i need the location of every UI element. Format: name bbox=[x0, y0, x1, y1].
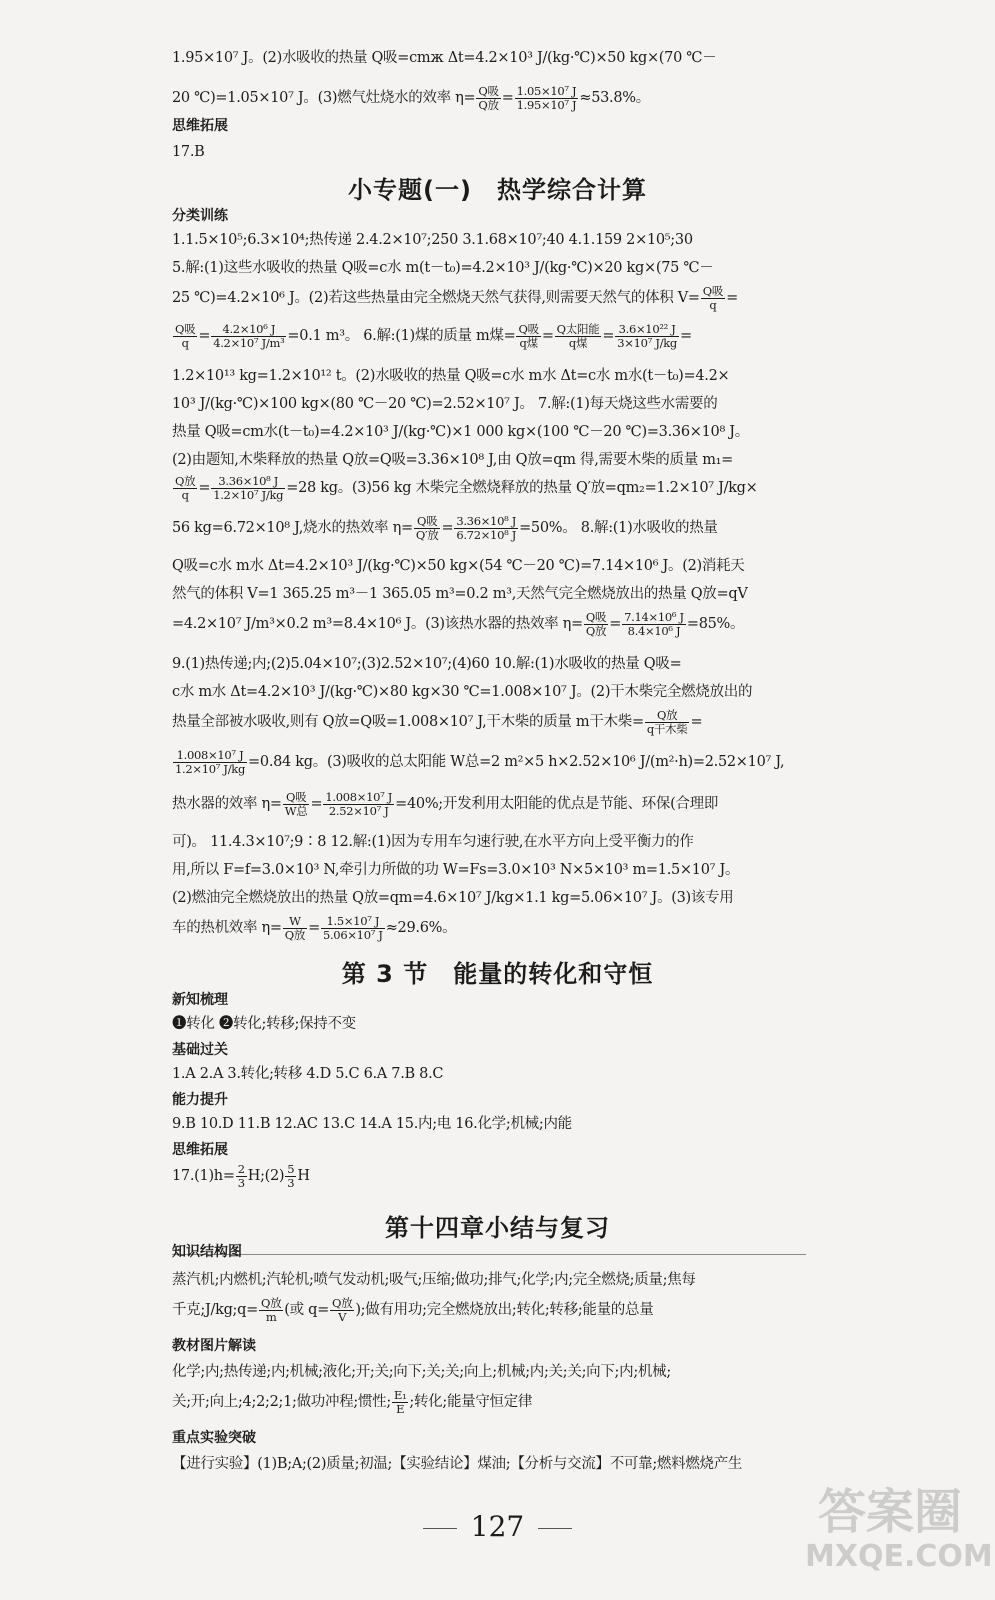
section-heading: 教材图片解读 bbox=[172, 1338, 256, 1354]
fraction: $\frac{\text{Q太阳能}}{\text{q煤}}$ bbox=[556, 322, 600, 350]
text-line: 10³ J/(kg·℃)×100 kg×(80 ℃－20 ℃)=2.52×10⁷ J。 7.解:(1)每天烧这些水需要的 bbox=[172, 396, 718, 412]
fraction: $\frac{\text{3.36×10⁸ J}}{\text{6.72×10⁸ J}}$ bbox=[456, 514, 517, 542]
fraction: $\frac{\text{Q吸}}{\text{Q′放}}$ bbox=[415, 514, 439, 542]
text-line: 9.(1)热传递;内;(2)5.04×10⁷;(3)2.52×10⁷;(4)60 10.解:(1)水吸收的热量 Q吸= bbox=[172, 656, 682, 672]
fraction: $\frac{\text{3.36×10⁸ J}}{\text{1.2×10⁷ J/kg}}$ bbox=[213, 474, 284, 502]
text-line: 【进行实验】(1)B;A;(2)质量;初温;【实验结论】煤油;【分析与交流】不可靠;燃料燃烧产生 bbox=[172, 1456, 743, 1472]
text-line: 蒸汽机;内燃机;汽轮机;喷气发动机;吸气;压缩;做功;排气;化学;内;完全燃烧;质量;焦每 bbox=[172, 1272, 696, 1288]
text-line: 可)。 11.4.3×10⁷;9∶8 12.解:(1)因为专用车匀速行驶,在水平方向上受平衡力的作 bbox=[172, 834, 694, 850]
text-line: $\frac{\text{Q吸}}{q}$ = $\frac{\text{4.2×10⁶ J}}{\text{4.2×10⁷ J/m³}}$ =0.1 m³。 6.解:(1)煤的质量 m煤= $\frac{\text{Q吸}}{\text{q煤}}$ = $\frac{\text{Q太阳能}}{\text{q煤}}$ = $\frac{\text{3.6×10²² J}}{\text{3×10⁷ J/kg}}$ = bbox=[175, 322, 692, 350]
watermark-logo: 答案圈 MXQE.COM bbox=[805, 1484, 993, 1574]
fraction: $\frac{W}{\text{Q放}}$ bbox=[284, 914, 306, 942]
fraction: $\frac{\text{Q吸}}{\text{Q放}}$ bbox=[478, 84, 499, 112]
fraction: $\frac{\text{Q吸}}{q}$ bbox=[175, 322, 196, 350]
text-line: 然气的体积 V=1 365.25 m³－1 365.05 m³=0.2 m³,天然气完全燃烧放出的热量 Q放=qV bbox=[172, 586, 748, 602]
text-line: $\frac{\text{Q放}}{q}$ = $\frac{\text{3.36×10⁸ J}}{\text{1.2×10⁷ J/kg}}$ =28 kg。(3)56 kg 木柴完全燃烧释放的热量 Q′放=qm₂=1.2×10⁷ J/kg× bbox=[175, 474, 758, 502]
section-heading: 基础过关 bbox=[172, 1042, 228, 1058]
text-line: c水 m水 Δt=4.2×10³ J/(kg·℃)×80 kg×30 ℃=1.008×10⁷ J。(2)干木柴完全燃烧放出的 bbox=[172, 684, 753, 700]
section-heading: 思维拓展 bbox=[172, 1142, 228, 1158]
fraction: $\frac{\text{7.14×10⁶ J}}{\text{8.4×10⁶ J}}$ bbox=[624, 610, 684, 638]
section-heading: 能力提升 bbox=[172, 1092, 228, 1108]
fraction: $\frac{\text{Q吸}}{\text{Q放}}$ bbox=[585, 610, 607, 638]
page-number: 127 bbox=[0, 1510, 995, 1543]
fraction: $\frac{\text{3.6×10²² J}}{\text{3×10⁷ J/kg}}$ bbox=[617, 322, 677, 350]
text-line: 1.1.5×10⁵;6.3×10⁴;热传递 2.4.2×10⁷;250 3.1.68×10⁷;40 4.1.159 2×10⁵;30 bbox=[172, 232, 693, 248]
text-line: 20 ℃)=1.05×10⁷ J。(3)燃气灶烧水的效率 η= $\frac{\text{Q吸}}{\text{Q放}}$ = $\frac{\text{1.05×10⁷ J}}{\text{1.95×10⁷ J}}$ ≈53.8%。 bbox=[172, 84, 650, 112]
text-line: 化学;内;热传递;内;机械;液化;开;关;向下;关;关;向上;机械;内;关;关;向下;内;机械; bbox=[172, 1364, 671, 1380]
text-line: 56 kg=6.72×10⁸ J,烧水的热效率 η= $\frac{\text{Q吸}}{\text{Q′放}}$ = $\frac{\text{3.36×10⁸ J}}{\text{6.72×10⁸ J}}$ =50%。 8.解:(1)水吸收的热量 bbox=[172, 514, 718, 542]
section-title: 小专题(一) 热学综合计算 bbox=[348, 176, 647, 204]
text-line: 热水器的效率 η= $\frac{\text{Q吸}}{\text{W总}}$ = $\frac{\text{1.008×10⁷ J}}{\text{2.52×10⁷ J}}$ =40%;开发利用太阳能的优点是节能、环保(合理即 bbox=[172, 790, 719, 818]
section-heading: 思维拓展 bbox=[172, 118, 228, 134]
fraction: $\frac{\text{E₁}}{E}$ bbox=[393, 1388, 407, 1416]
section-title: 第 3 节 能量的转化和守恒 bbox=[341, 960, 654, 988]
fraction: $\frac{\text{Q吸}}{\text{q煤}}$ bbox=[518, 322, 539, 350]
section-heading: 重点实验突破 bbox=[172, 1430, 256, 1446]
text-line: 1.2×10¹³ kg=1.2×10¹² t。(2)水吸收的热量 Q吸=c水 m水 Δt=c水 m水(t－t₀)=4.2× bbox=[172, 368, 730, 384]
text-line: 1.95×10⁷ J。(2)水吸收的热量 Q吸=cmж Δt=4.2×10³ J/(kg·℃)×50 kg×(70 ℃－ bbox=[172, 50, 717, 66]
text-line: 关;开;向上;4;2;2;1;做功冲程;惯性; $\frac{\text{E₁}}{E}$ ;转化;能量守恒定律 bbox=[172, 1388, 533, 1416]
text-line: =4.2×10⁷ J/m³×0.2 m³=8.4×10⁶ J。(3)该热水器的热效率 η= $\frac{\text{Q吸}}{\text{Q放}}$ = $\frac{\text{7.14×10⁶ J}}{\text{8.4×10⁶ J}}$ =85%。 bbox=[172, 610, 745, 638]
fraction: $\frac{\text{Q吸}}{q}$ bbox=[702, 284, 724, 312]
text-line: 25 ℃)=4.2×10⁶ J。(2)若这些热量由完全燃烧天然气获得,则需要天然气的体积 V= $\frac{\text{Q吸}}{q}$ = bbox=[172, 284, 738, 312]
fraction: $\frac{\text{1.5×10⁷ J}}{\text{5.06×10⁷ J}}$ bbox=[322, 914, 383, 942]
fraction: $\frac{\text{Q放}}{V}$ bbox=[332, 1296, 353, 1324]
text-line: 1.A 2.A 3.转化;转移 4.D 5.C 6.A 7.B 8.C bbox=[172, 1066, 444, 1082]
text-line: 热量全部被水吸收,则有 Q放=Q吸=1.008×10⁷ J,干木柴的质量 m干木柴= $\frac{\text{Q放}}{\text{q干木柴}}$ = bbox=[172, 708, 703, 736]
section-title: 第十四章小结与复习 bbox=[385, 1214, 610, 1242]
fraction: $\frac{\text{1.008×10⁷ J}}{\text{1.2×10⁷ J/kg}}$ bbox=[175, 748, 246, 776]
text-line: 9.B 10.D 11.B 12.AC 13.C 14.A 15.内;电 16.化学;机械;内能 bbox=[172, 1116, 572, 1132]
text-line: $\frac{\text{1.008×10⁷ J}}{\text{1.2×10⁷ J/kg}}$ =0.84 kg。(3)吸收的总太阳能 W总=2 m²×5 h×2.52×10⁶ J/(m²·h)=2.52×10⁷ J, bbox=[175, 748, 785, 776]
section-heading: 新知梳理 bbox=[172, 992, 228, 1008]
text-line: 用,所以 F=f=3.0×10³ N,牵引力所做的功 W=Fs=3.0×10³ N×5×10³ m=1.5×10⁷ J。 bbox=[172, 862, 740, 878]
text-line: 17.(1)h= $\frac{2}{3}$ H;(2) $\frac{5}{3}$ H bbox=[172, 1162, 310, 1190]
divider bbox=[172, 1254, 806, 1255]
fraction: $\frac{\text{1.008×10⁷ J}}{\text{2.52×10⁷ J}}$ bbox=[325, 790, 393, 818]
fraction: $\frac{\text{Q放}}{m}$ bbox=[260, 1296, 282, 1324]
fraction: $\frac{5}{3}$ bbox=[287, 1162, 295, 1190]
text-line: 17.B bbox=[172, 144, 205, 160]
section-heading: 知识结构图 bbox=[172, 1244, 242, 1260]
fraction: $\frac{\text{1.05×10⁷ J}}{\text{1.95×10⁷ J}}$ bbox=[516, 84, 577, 112]
text-line: (2)燃油完全燃烧放出的热量 Q放=qm=4.6×10⁷ J/kg×1.1 kg=5.06×10⁷ J。(3)该专用 bbox=[172, 890, 734, 906]
fraction: $\frac{\text{Q放}}{q}$ bbox=[175, 474, 196, 502]
fraction: $\frac{2}{3}$ bbox=[237, 1162, 245, 1190]
text-line: 5.解:(1)这些水吸收的热量 Q吸=c水 m(t－t₀)=4.2×10³ J/(kg·℃)×20 kg×(75 ℃－ bbox=[172, 260, 714, 276]
text-line: ❶转化 ❷转化;转移;保持不变 bbox=[172, 1016, 356, 1032]
text-line: 千克;J/kg;q= $\frac{\text{Q放}}{m}$ (或 q= $\frac{\text{Q放}}{V}$ );做有用功;完全燃烧放出;转化;转移;能量的总量 bbox=[172, 1296, 654, 1324]
text-line: 车的热机效率 η= $\frac{W}{\text{Q放}}$ = $\frac{\text{1.5×10⁷ J}}{\text{5.06×10⁷ J}}$ ≈29.6%。 bbox=[172, 914, 457, 942]
fraction: $\frac{\text{4.2×10⁶ J}}{\text{4.2×10⁷ J/m³}}$ bbox=[213, 322, 285, 350]
fraction: $\frac{\text{Q放}}{\text{q干木柴}}$ bbox=[646, 708, 688, 736]
text-line: (2)由题知,木柴释放的热量 Q放=Q吸=3.36×10⁸ J,由 Q放=qm 得,需要木柴的质量 m₁= bbox=[172, 452, 734, 468]
section-heading: 分类训练 bbox=[172, 208, 228, 224]
text-line: Q吸=c水 m水 Δt=4.2×10³ J/(kg·℃)×50 kg×(54 ℃－20 ℃)=7.14×10⁶ J。(2)消耗天 bbox=[172, 558, 745, 574]
fraction: $\frac{\text{Q吸}}{\text{W总}}$ bbox=[284, 790, 308, 818]
text-line: 热量 Q吸=cm水(t－t₀)=4.2×10³ J/(kg·℃)×1 000 kg×(100 ℃－20 ℃)=3.36×10⁸ J。 bbox=[172, 424, 749, 440]
